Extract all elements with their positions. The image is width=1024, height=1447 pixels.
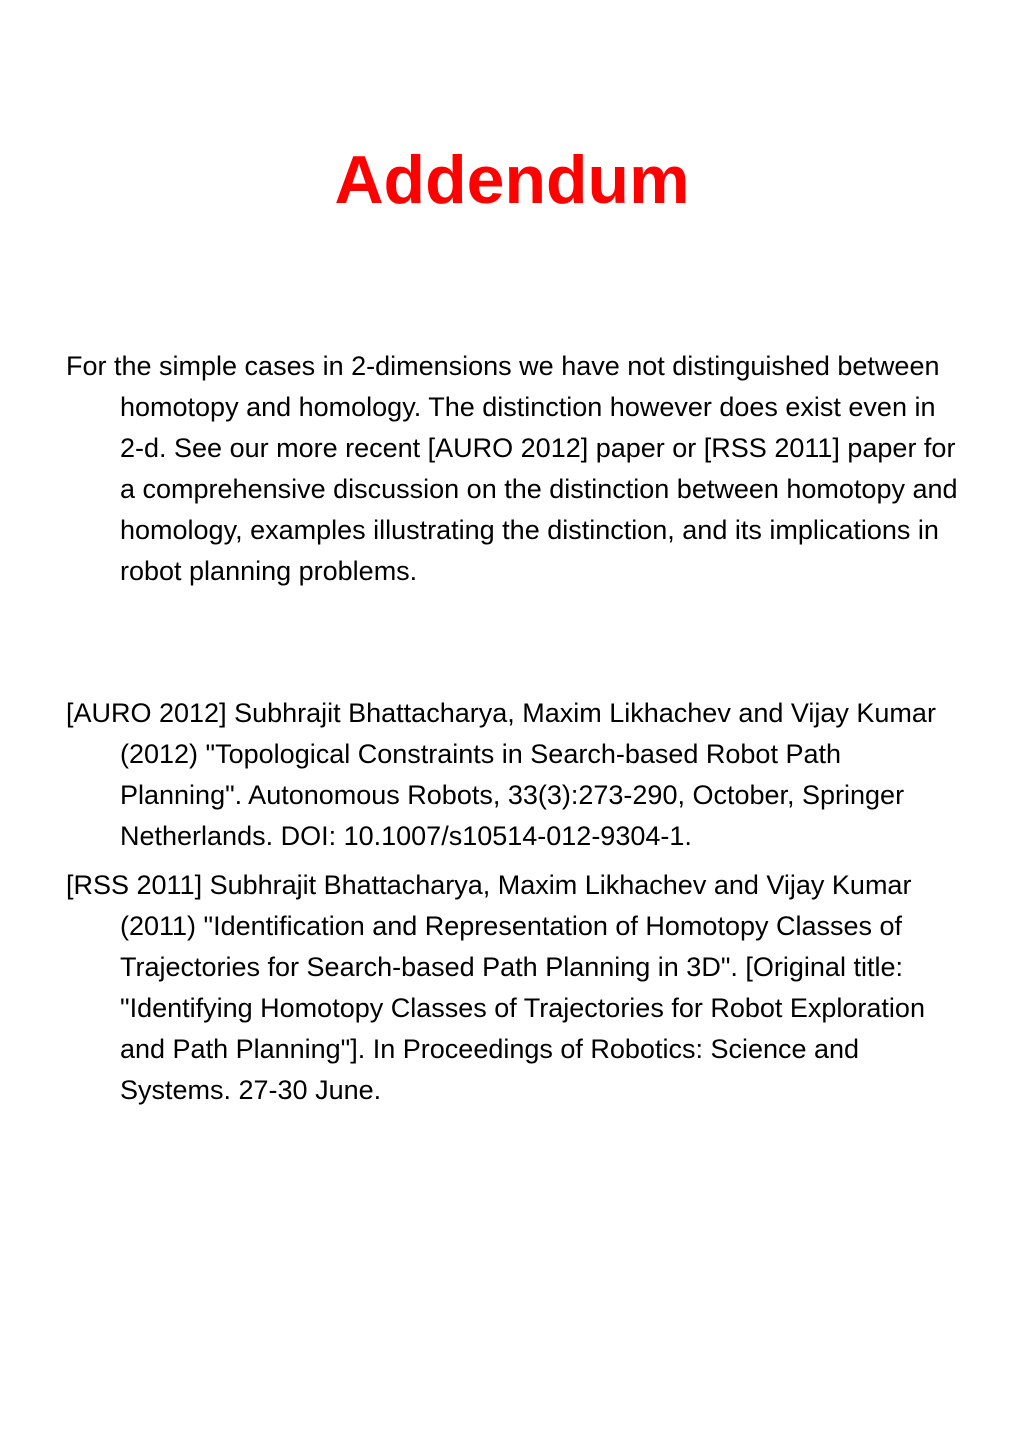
intro-paragraph: For the simple cases in 2-dimensions we have not distinguished between homotopy and homology. The distinction however does exist even in 2-d. See our more recent [AURO 2012] paper or [RSS 2011] paper for a comprehensive discussion on the distinction between homotopy and homology, examples illustrating the distinction, and its implications in robot planning problems.: [66, 351, 958, 586]
page-title: Addendum: [334, 142, 690, 218]
intro-section: [66, 346, 962, 592]
references-section: [66, 693, 962, 1111]
reference-rss-2011: [RSS 2011] Subhrajit Bhattacharya, Maxim Likhachev and Vijay Kumar (2011) "Identification and Representation of Homotopy Classes of Trajectories for Search-based Path Planning in 3D". [Original title: "Identifying Homotopy Classes of Trajectories for Robot Exploration and Path Planning"]. In Proceedings of Robotics: Science and Systems. 27-30 June.: [66, 870, 925, 1105]
reference-auro-2012: [AURO 2012] Subhrajit Bhattacharya, Maxim Likhachev and Vijay Kumar (2012) "Topological Constraints in Search-based Robot Path Planning". Autonomous Robots, 33(3):273-290, October, Springer Netherlands. DOI: 10.1007/s10514-012-9304-1.: [66, 698, 936, 851]
